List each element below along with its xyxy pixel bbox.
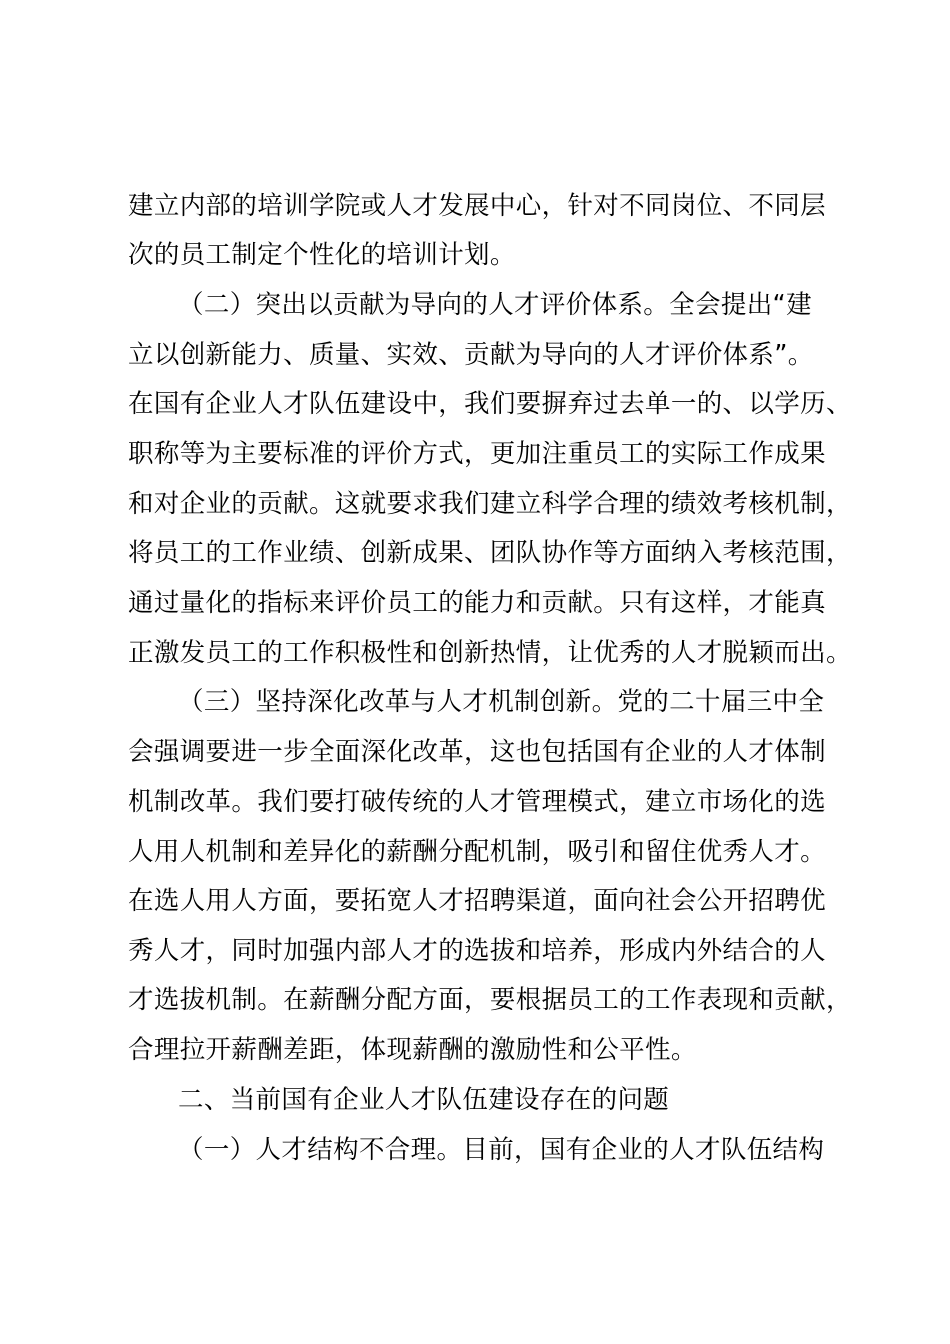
chapter-heading: 二、当前国有企业人才队伍建设存在的问题 (178, 1085, 670, 1115)
text-line: 秀人才，同时加强内部人才的选拔和培养，形成内外结合的人 (128, 936, 826, 966)
text-line: 职称等为主要标准的评价方式，更加注重员工的实际工作成果 (128, 439, 826, 469)
section-heading: （三）坚持深化改革与人才机制创新。党的二十届三中全 (178, 687, 825, 717)
text-line: 在选人用人方面，要拓宽人才招聘渠道，面向社会公开招聘优 (128, 886, 826, 916)
text-line: 正激发员工的工作积极性和创新热情，让优秀的人才脱颖而出。 (128, 638, 852, 668)
text-line: 人用人机制和差异化的薪酬分配机制，吸引和留住优秀人才。 (128, 837, 826, 867)
text-line: 会强调要进一步全面深化改革，这也包括国有企业的人才体制 (128, 737, 826, 767)
section-heading: （一）人才结构不合理。目前，国有企业的人才队伍结构 (178, 1135, 825, 1165)
text-line: 在国有企业人才队伍建设中，我们要摒弃过去单一的、以学历、 (128, 389, 852, 419)
text-line: 通过量化的指标来评价员工的能力和贡献。只有这样，才能真 (128, 588, 826, 618)
text-line: 立以创新能力、质量、实效、贡献为导向的人才评价体系”。 (128, 340, 814, 370)
text-line: 和对企业的贡献。这就要求我们建立科学合理的绩效考核机制， (128, 489, 852, 519)
text-line: 才选拔机制。在薪酬分配方面，要根据员工的工作表现和贡献， (128, 985, 852, 1015)
text-line: 次的员工制定个性化的培训计划。 (128, 240, 516, 270)
text-line: 将员工的工作业绩、创新成果、团队协作等方面纳入考核范围， (128, 538, 852, 568)
text-line: 机制改革。我们要打破传统的人才管理模式，建立市场化的选 (128, 787, 826, 817)
section-heading: （二）突出以贡献为导向的人才评价体系。全会提出“建 (178, 290, 812, 320)
text-line: 合理拉开薪酬差距，体现薪酬的激励性和公平性。 (128, 1035, 697, 1065)
text-line: 建立内部的培训学院或人才发展中心，针对不同岗位、不同层 (128, 191, 826, 221)
